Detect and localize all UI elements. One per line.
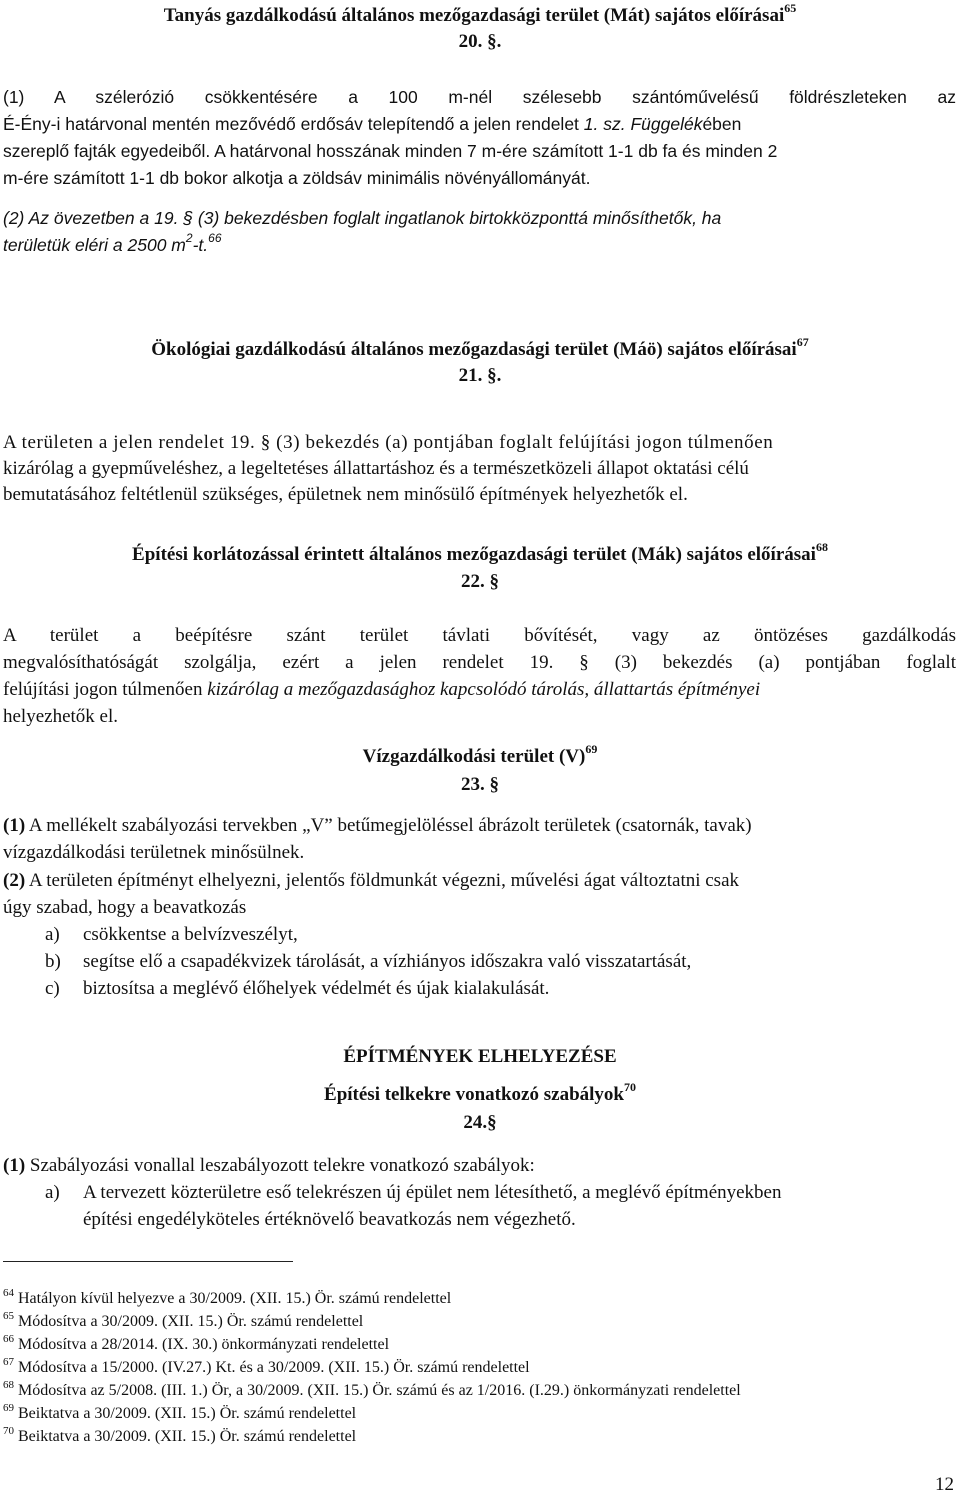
list-item-text: biztosítsa a meglévő élőhelyek védelmét és újak kialakulását.: [83, 978, 550, 999]
heading-epit-text: Építési telkekre vonatkozó szabályok: [324, 1084, 624, 1105]
list-item-text: építési engedélyköteles értéknövelő beavatkozás nem végezhető.: [83, 1209, 576, 1230]
footnote-ref-66: 66: [208, 231, 222, 246]
heading-mao-text: Ökológiai gazdálkodású általános mezőgazdasági terület (Máö) sajátos előírásai: [151, 339, 797, 360]
heading-v: [0, 741, 960, 769]
v-p1-line1: [3, 813, 956, 839]
footnote-separator: [3, 1261, 293, 1262]
mat-p2-line2-text: területük eléri a 2500 m: [3, 235, 186, 255]
footnote-text: Módosítva a 28/2014. (IX. 30.) önkormányzati rendelettel: [18, 1336, 390, 1353]
mak-line2: megvalósíthatóságát szolgálja, ezért a jelen rendelet 19. § (3) bekezdés (a) pontjában foglalt: [3, 652, 956, 673]
footnote-text: Módosítva a 30/2009. (XII. 15.) Ör. számú rendelettel: [18, 1313, 364, 1330]
footnote-number: 65: [3, 1309, 14, 1322]
list-item-text: A tervezett közterületre eső telekrészen új épület nem létesíthető, a meglévő építményekben: [83, 1182, 782, 1203]
footnote-text: Hatályon kívül helyezve a 30/2009. (XII. 15.) Ör. számú rendelettel: [18, 1290, 452, 1307]
mat-p1-line2-tail: ében: [702, 114, 742, 134]
footnote-number: 66: [3, 1332, 14, 1345]
footnote-text: Módosítva a 15/2000. (IV.27.) Kt. és a 30/2009. (XII. 15.) Ör. számú rendelettel: [18, 1359, 530, 1376]
heading-mak-text: Építési korlátozással érintett általános mezőgazdasági terület (Mák) sajátos előírásai: [132, 544, 816, 565]
footnote-number: 68: [3, 1378, 14, 1391]
v-p1-number: (1): [3, 815, 26, 836]
epit-p1-line: [3, 1153, 956, 1179]
mat-p1-line3: [3, 138, 956, 164]
paragraph-number-21: 21. §.: [458, 365, 502, 386]
v-p1-line2: vízgazdálkodási területnek minősülnek.: [3, 842, 305, 863]
mat-p1-line2-text: É-Ény-i határvonal mentén mezővédő erdősáv telepítendő a jelen rendelet: [3, 114, 584, 134]
footnote-number: 67: [3, 1355, 14, 1368]
mat-p1-line4: m-ére számított 1-1 db bokor alkotja a zöldsáv minimális növényállományát.: [3, 168, 591, 188]
mat-p1-line3-tail: A határvonal hosszának minden 7 m-ére számított 1-1 db fa és minden 2: [210, 141, 778, 161]
mak-line4: helyezhetők el.: [3, 706, 119, 727]
footnote-number: 70: [3, 1424, 14, 1437]
heading-epit: [0, 1079, 960, 1107]
v-p1-line1-text: A mellékelt szabályozási tervekben „V” betűmegjelöléssel ábrázolt területek (csatornák, tavak): [25, 815, 752, 836]
mat-p2-line2: [3, 232, 956, 258]
footnote-ref-68: 68: [815, 539, 828, 554]
mat-p1-line1: [3, 84, 956, 110]
mat-p2-line2-tail: -t.: [192, 235, 209, 255]
footnote: [3, 1426, 356, 1448]
footnote-text: Beiktatva a 30/2009. (XII. 15.) Ör. számú rendelettel: [18, 1405, 357, 1422]
footnote-number: 64: [3, 1286, 14, 1299]
mak-line3-italic: kizárólag a mezőgazdasághoz kapcsolódó tárolás, állattartás építményei: [207, 679, 761, 700]
footnote: [3, 1288, 451, 1310]
footnote: [3, 1357, 530, 1379]
footnote-ref-69: 69: [585, 741, 598, 756]
paragraph-number-20: 20. §.: [458, 31, 502, 52]
mak-line3-text: felújítási jogon túlmenően: [3, 679, 208, 700]
heading-mat: [0, 0, 960, 28]
mat-p1-line3-text: szereplő fajták egyedeiből.: [3, 141, 211, 161]
list-item-text: csökkentse a belvízveszélyt,: [83, 924, 298, 945]
paragraph-number-23: 23. §: [461, 774, 499, 795]
heading-mao: [0, 334, 960, 362]
mat-p1-line1-text: (1) A szélerózió csökkentésére a 100 m-nél szélesebb szántóművelésű földrészleteken az: [3, 87, 956, 107]
chapter-title: ÉPÍTMÉNYEK ELHELYEZÉSE: [343, 1046, 617, 1067]
mao-line2: kizárólag a gyepműveléshez, a legeltetéses állattartáshoz és a természetközeli állapot oktatási célú: [3, 458, 749, 479]
heading-mak: [0, 539, 960, 567]
v-p2-line2: úgy szabad, hogy a beavatkozás: [3, 897, 247, 918]
footnote-ref-65: 65: [784, 0, 797, 15]
footnote: [3, 1380, 741, 1402]
footnote: [3, 1311, 363, 1333]
mat-p1-line2: [3, 111, 956, 137]
footnote-text: Beiktatva a 30/2009. (XII. 15.) Ör. számú rendelettel: [18, 1428, 357, 1445]
list-marker: a): [45, 924, 60, 945]
v-p2-line1-text: A területen építményt elhelyezni, jelentős földmunkát végezni, művelési ágat változtatni csak: [25, 870, 740, 891]
mak-line1: A terület a beépítésre szánt terület távlati bővítését, vagy az öntözéses gazdálkodás: [3, 625, 956, 646]
heading-v-text: Vízgazdálkodási terület (V): [362, 746, 586, 767]
mao-line1: A területen a jelen rendelet 19. § (3) bekezdés (a) pontjában foglalt felújítási jogon túlmenően: [3, 432, 774, 453]
footnote-text: Módosítva az 5/2008. (III. 1.) Ör, a 30/2009. (XII. 15.) Ör. számú és az 1/2016. (I.29.) önkormányzati rendelettel: [18, 1382, 741, 1399]
list-item-text: segítse elő a csapadékvizek tárolását, a vízhiányos időszakra való visszatartását,: [83, 951, 692, 972]
page-number: 12: [935, 1474, 954, 1495]
mat-p2-line1: (2) Az övezetben a 19. § (3) bekezdésben foglalt ingatlanok birtokközponttá minősíthetők, ha: [3, 208, 722, 228]
mao-line3: bemutatásához feltétlenül szükséges, épületnek nem minősülő építmények helyezhetők el.: [3, 484, 688, 505]
paragraph-number-24: 24.§: [463, 1112, 497, 1133]
list-marker: b): [45, 951, 61, 972]
footnote: [3, 1403, 356, 1425]
heading-mat-text: Tanyás gazdálkodású általános mezőgazdasági terület (Mát) sajátos előírásai: [163, 5, 785, 26]
paragraph-number-22: 22. §: [461, 571, 499, 592]
mak-line3: [3, 677, 956, 703]
list-marker: a): [45, 1182, 60, 1203]
square-superscript: 2: [185, 231, 193, 246]
epit-p1-number: (1): [3, 1155, 26, 1176]
footnote: [3, 1334, 389, 1356]
epit-p1-text: Szabályozási vonallal leszabályozott telekre vonatkozó szabályok:: [25, 1155, 535, 1176]
mat-p1-appendix-ref: 1. sz. Függelék: [583, 114, 703, 134]
footnote-number: 69: [3, 1401, 14, 1414]
v-p2-number: (2): [3, 870, 26, 891]
v-p2-line1: [3, 868, 956, 894]
footnote-ref-70: 70: [623, 1079, 636, 1094]
footnote-ref-67: 67: [796, 334, 809, 349]
list-marker: c): [45, 978, 60, 999]
